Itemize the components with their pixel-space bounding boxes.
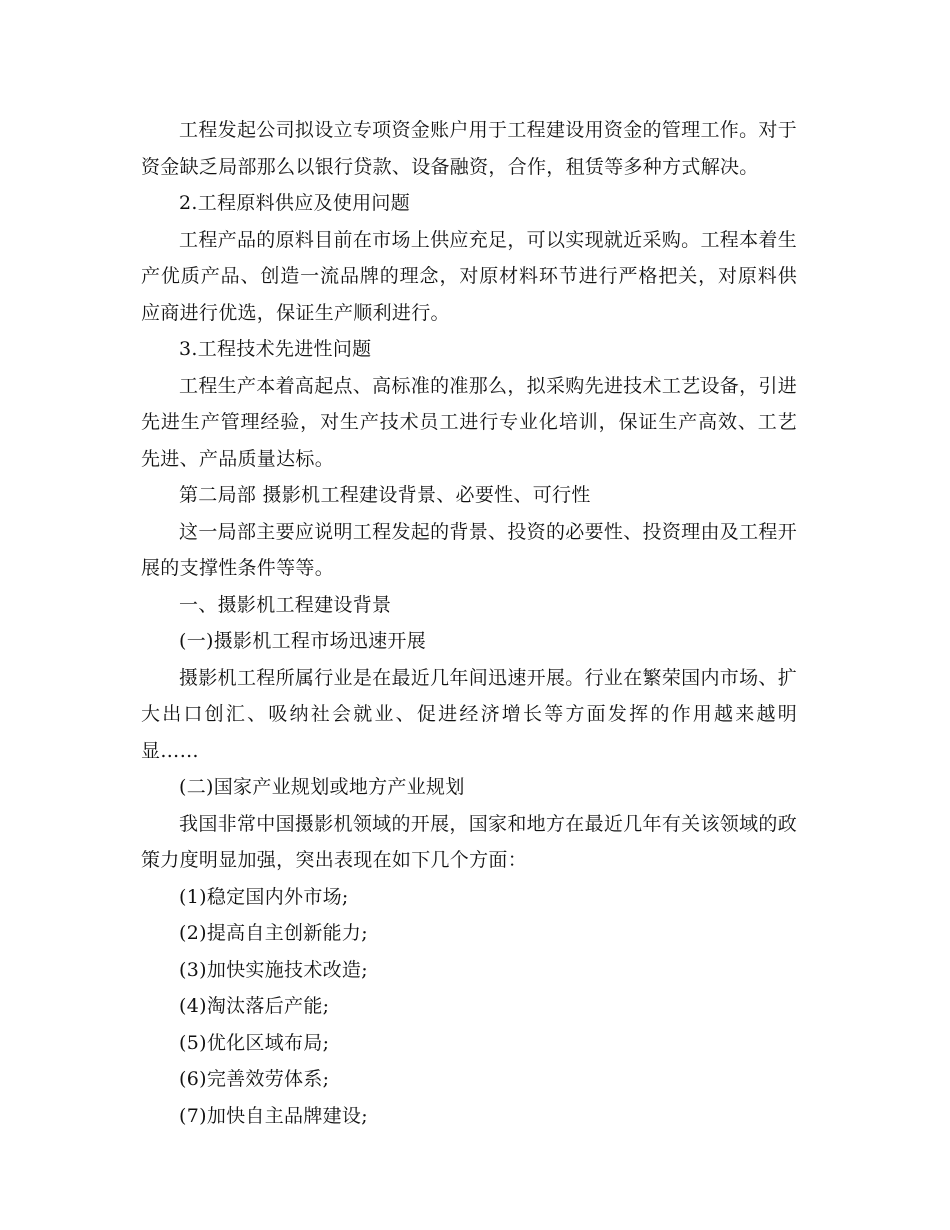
paragraph-market: 摄影机工程所属行业是在最近几年间迅速开展。行业在繁荣国内市场、扩大出口创汇、吸纳社会就业、促进经济增长等方面发挥的作用越来越明显…… bbox=[141, 666, 797, 762]
paragraph-planning: 我国非常中国摄影机领域的开展，国家和地方在最近几年有关该领域的政策力度明显加强，突出表现在如下几个方面： bbox=[141, 812, 797, 871]
list-item: (1)稳定国内外市场; bbox=[179, 885, 349, 908]
heading-background: 一、摄影机工程建设背景 bbox=[179, 593, 392, 616]
list-item: (6)完善效劳体系; bbox=[179, 1068, 330, 1090]
document-body bbox=[141, 112, 797, 1134]
list-item: (7)加快自主品牌建设; bbox=[179, 1104, 368, 1127]
list-item: (3)加快实施技术改造; bbox=[179, 958, 368, 981]
paragraph-raw-material: 工程产品的原料目前在市场上供应充足，可以实现就近采购。工程本着生产优质产品、创造一流品牌的理念，对原材料环节进行严格把关，对原料供应商进行优选，保证生产顺利进行。 bbox=[141, 228, 797, 324]
subheading-planning: (二)国家产业规划或地方产业规划 bbox=[179, 776, 465, 798]
subheading-market: (一)摄影机工程市场迅速开展 bbox=[179, 630, 427, 652]
paragraph-technology: 工程生产本着高起点、高标准的准那么，拟采购先进技术工艺设备，引进先进生产管理经验，对生产技术员工进行专业化培训，保证生产高效、工艺先进、产品质量达标。 bbox=[141, 374, 797, 470]
section-title-part-two: 第二局部 摄影机工程建设背景、必要性、可行性 bbox=[179, 484, 591, 506]
heading-raw-material: 2.工程原料供应及使用问题 bbox=[179, 192, 411, 214]
list-item: (5)优化区域布局; bbox=[179, 1031, 330, 1054]
paragraph-funding: 工程发起公司拟设立专项资金账户用于工程建设用资金的管理工作。对于资金缺乏局部那么以银行贷款、设备融资，合作，租赁等多种方式解决。 bbox=[141, 119, 797, 178]
paragraph-part-two-intro: 这一局部主要应说明工程发起的背景、投资的必要性、投资理由及工程开展的支撑性条件等等。 bbox=[141, 520, 797, 579]
list-item: (2)提高自主创新能力; bbox=[179, 922, 368, 944]
heading-technology: 3.工程技术先进性问题 bbox=[179, 338, 372, 360]
list-item: (4)淘汰落后产能; bbox=[179, 995, 330, 1017]
